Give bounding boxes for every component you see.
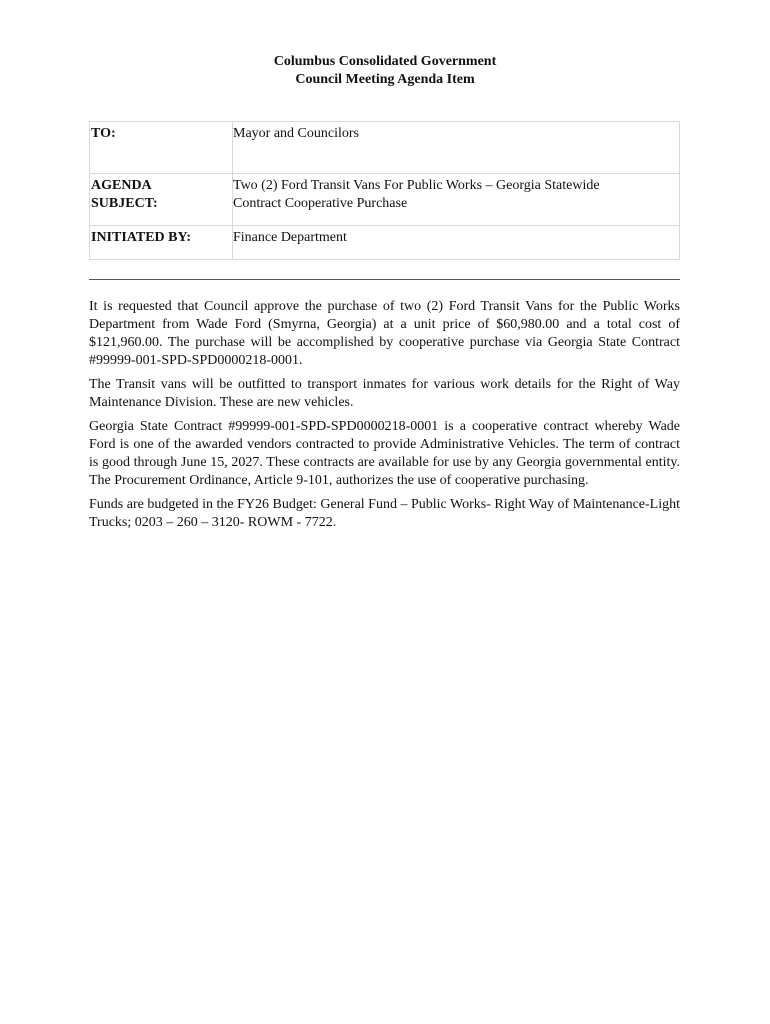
document-title: Council Meeting Agenda Item [295, 72, 475, 87]
initiated-by-label-cell [90, 226, 233, 260]
agenda-subject-value-cell [233, 174, 680, 226]
agenda-subject-label-line1: AGENDA [91, 178, 152, 193]
agenda-subject-value-line1: Two (2) Ford Transit Vans For Public Works – Georgia Statewide [233, 178, 600, 193]
to-label: TO: [91, 126, 116, 141]
body-paragraph-vehicle-use: The Transit vans will be outfitted to transport inmates for various work details for the Right of Way Maintenance Division. These are new vehicles. [89, 377, 680, 410]
agenda-subject-label-line2: SUBJECT: [91, 196, 158, 211]
agenda-subject-value [233, 174, 679, 213]
table-row-agenda-subject [90, 174, 680, 226]
body-paragraph-contract: Georgia State Contract #99999-001-SPD-SPD0000218-0001 is a cooperative contract whereby Wade Ford is one of the awarded vendors contracted to provide Administrative Vehicles. The term of contract is good through June 15, 2027. These contracts are available for use by any Georgia governmental entity. The Procurement Ordinance, Article 9-101, authorizes the use of cooperative purchasing. [89, 419, 680, 488]
agenda-subject-label-cell [90, 174, 233, 226]
to-label-cell [90, 122, 233, 174]
horizontal-divider [89, 279, 680, 280]
initiated-by-label: INITIATED BY: [91, 230, 191, 245]
government-name: Columbus Consolidated Government [273, 54, 497, 69]
document-header [0, 53, 770, 89]
agenda-info-table [89, 121, 680, 260]
table-row-initiated-by [90, 226, 680, 260]
initiated-by-value-cell [233, 226, 680, 260]
agenda-subject-value-line2: Contract Cooperative Purchase [233, 196, 408, 211]
body-paragraph-funding: Funds are budgeted in the FY26 Budget: General Fund – Public Works- Right Way of Maintenance-Light Trucks; 0203 – 260 – 3120- ROWM - 7722. [89, 497, 680, 530]
agenda-subject-label [90, 174, 232, 213]
to-value-cell [233, 122, 680, 174]
to-value: Mayor and Councilors [233, 126, 359, 141]
table-row-to [90, 122, 680, 174]
document-body [89, 298, 680, 538]
body-paragraph-request: It is requested that Council approve the purchase of two (2) Ford Transit Vans for the Public Works Department from Wade Ford (Smyrna, Georgia) at a unit price of $60,980.00 and a total cost of $121,960.00. The purchase will be accomplished by cooperative purchase via Georgia State Contract #99999-001-SPD-SPD0000218-0001. [89, 299, 680, 368]
initiated-by-value: Finance Department [233, 230, 347, 245]
